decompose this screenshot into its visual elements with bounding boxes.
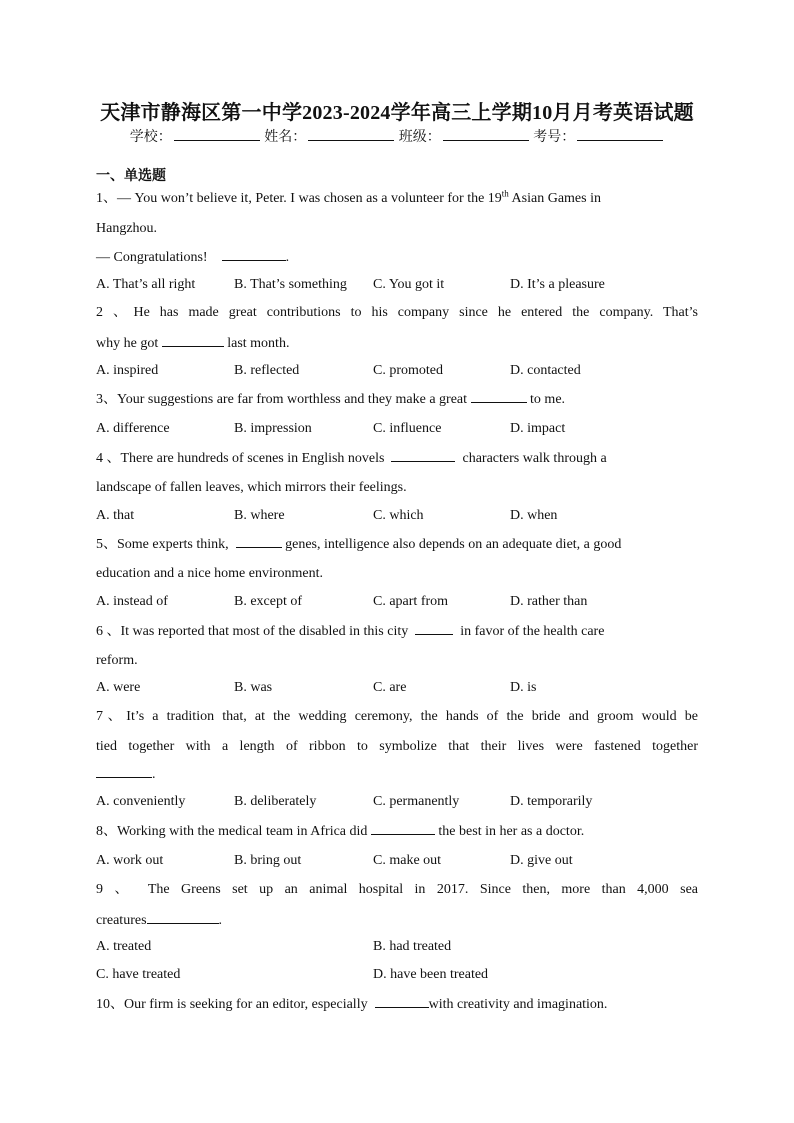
question-1-line-3: — Congratulations! . [96,250,290,265]
question-10-line-1 [96,995,698,1014]
option-b[interactable]: B. where [234,508,285,523]
question-6-options [96,679,698,697]
question-4-text: 4 、There are hundreds of scenes in English novels [96,451,385,466]
option-b[interactable]: B. deliberately [234,794,317,809]
option-d[interactable]: D. temporarily [510,794,593,809]
question-6-text: 6 、It was reported that most of the disabled in this city [96,624,409,639]
question-5-blank[interactable] [236,535,282,548]
exam-number-label: 考号： [533,130,576,145]
question-9-line-2: creatures . [96,913,223,928]
option-c[interactable]: C. which [373,508,424,523]
question-5-line-2: education and a nice home environment. [96,566,324,581]
option-d[interactable]: D. impact [510,421,566,436]
school-label: 学校： [129,130,172,145]
class-blank[interactable] [443,128,529,141]
school-blank[interactable] [174,128,260,141]
option-a[interactable]: A. That’s all right [96,277,196,292]
exam-number-blank[interactable] [577,128,663,141]
exam-title: 天津市静海区第一中学2023-2024学年高三上学期10月月考英语试题 [100,102,694,124]
question-4-options [96,507,698,525]
option-b[interactable]: B. reflected [234,363,300,378]
question-1-superscript: th [501,188,509,199]
option-d[interactable]: D. have been treated [373,967,489,982]
question-2-text-end: last month. [227,336,290,351]
option-c[interactable]: C. permanently [373,794,460,809]
name-label: 姓名： [264,130,307,145]
option-a[interactable]: A. inspired [96,363,159,378]
question-9-line-1: 9 、 The Greens set up an animal hospital in 2017. Since then, more than 4,000 sea [96,882,698,897]
class-label: 班级： [398,130,441,145]
question-10-text: 10、Our firm is seeking for an editor, especially [96,997,368,1012]
question-6-line-1 [96,622,698,641]
question-3-blank[interactable] [471,390,527,403]
question-4-line-1 [96,449,698,468]
question-8-text: 8、Working with the medical team in Africa did [96,824,368,839]
question-9-blank[interactable] [147,911,219,924]
question-1-blank[interactable] [222,248,286,261]
question-1-line-1 [96,190,698,208]
option-a[interactable]: A. were [96,680,141,695]
question-3-line-1 [96,390,698,409]
student-info-row [0,126,794,146]
question-6-blank[interactable] [415,622,453,635]
option-c[interactable]: C. influence [373,421,442,436]
question-7-line-3: . [96,765,698,784]
question-7-blank[interactable] [96,765,152,778]
option-d[interactable]: D. contacted [510,363,581,378]
question-6-text-end: in favor of the health care [460,624,605,639]
option-a[interactable]: A. treated [96,939,152,954]
question-1-text-end: Asian Games in [508,191,601,206]
question-10-blank[interactable] [375,995,429,1008]
question-4-text-end: characters walk through a [462,451,607,466]
question-2-text: why he got [96,336,159,351]
question-2-line-2 [96,334,698,353]
option-c[interactable]: C. apart from [373,594,449,609]
question-1-options [96,276,698,294]
name-blank[interactable] [308,128,394,141]
question-1-line-2: Hangzhou. [96,221,158,236]
option-c[interactable]: C. have treated [96,967,181,982]
option-b[interactable]: B. had treated [373,939,452,954]
question-5-line-1 [96,535,698,554]
option-c[interactable]: C. promoted [373,363,443,378]
question-8-line-1 [96,822,698,841]
option-a[interactable]: A. instead of [96,594,168,609]
question-4-blank[interactable] [391,449,455,462]
section-heading: 一、单选题 [96,169,166,184]
question-8-blank[interactable] [371,822,435,835]
option-d[interactable]: D. It’s a pleasure [510,277,605,292]
option-d[interactable]: D. when [510,508,558,523]
question-7-line-2: tied together with a length of ribbon to symbolize that their lives were fastened together [96,739,698,754]
question-3-options [96,420,698,438]
option-d[interactable]: D. give out [510,853,573,868]
option-d[interactable]: D. is [510,680,537,695]
option-b[interactable]: B. impression [234,421,312,436]
question-1-text: 1、— You won’t believe it, Peter. I was chosen as a volunteer for the 19 [96,191,502,206]
option-b[interactable]: B. That’s something [234,277,347,292]
question-7-options [96,793,698,811]
question-9-options-row-2 [96,966,698,984]
option-a[interactable]: A. difference [96,421,170,436]
option-a[interactable]: A. conveniently [96,794,186,809]
question-5-text-end: genes, intelligence also depends on an adequate diet, a good [285,537,622,552]
option-a[interactable]: A. work out [96,853,164,868]
question-8-text-end: the best in her as a doctor. [438,824,585,839]
option-c[interactable]: C. You got it [373,277,445,292]
question-5-text: 5、Some experts think, [96,537,229,552]
question-9-text: creatures [96,913,147,928]
option-b[interactable]: B. was [234,680,273,695]
question-4-line-2: landscape of fallen leaves, which mirrors their feelings. [96,480,407,495]
option-d[interactable]: D. rather than [510,594,588,609]
question-9-options-row-1 [96,938,698,956]
option-c[interactable]: C. make out [373,853,442,868]
question-10-text-end: with creativity and imagination. [428,997,608,1012]
question-8-options [96,852,698,870]
question-6-line-2: reform. [96,653,138,668]
question-3-text: 3、Your suggestions are far from worthless and they make a great [96,392,468,407]
option-b[interactable]: B. except of [234,594,303,609]
option-c[interactable]: C. are [373,680,407,695]
option-b[interactable]: B. bring out [234,853,302,868]
question-7-line-1: 7、It’s a tradition that, at the wedding ceremony, the hands of the bride and groom would be [96,709,698,724]
question-1-reply: — Congratulations! [96,250,208,265]
option-a[interactable]: A. that [96,508,135,523]
question-2-line-1: 2 、He has made great contributions to his company since he entered the company. That’s [96,305,698,320]
question-3-text-end: to me. [530,392,566,407]
question-2-blank[interactable] [162,334,224,347]
question-5-options [96,593,698,611]
question-2-options [96,362,698,380]
